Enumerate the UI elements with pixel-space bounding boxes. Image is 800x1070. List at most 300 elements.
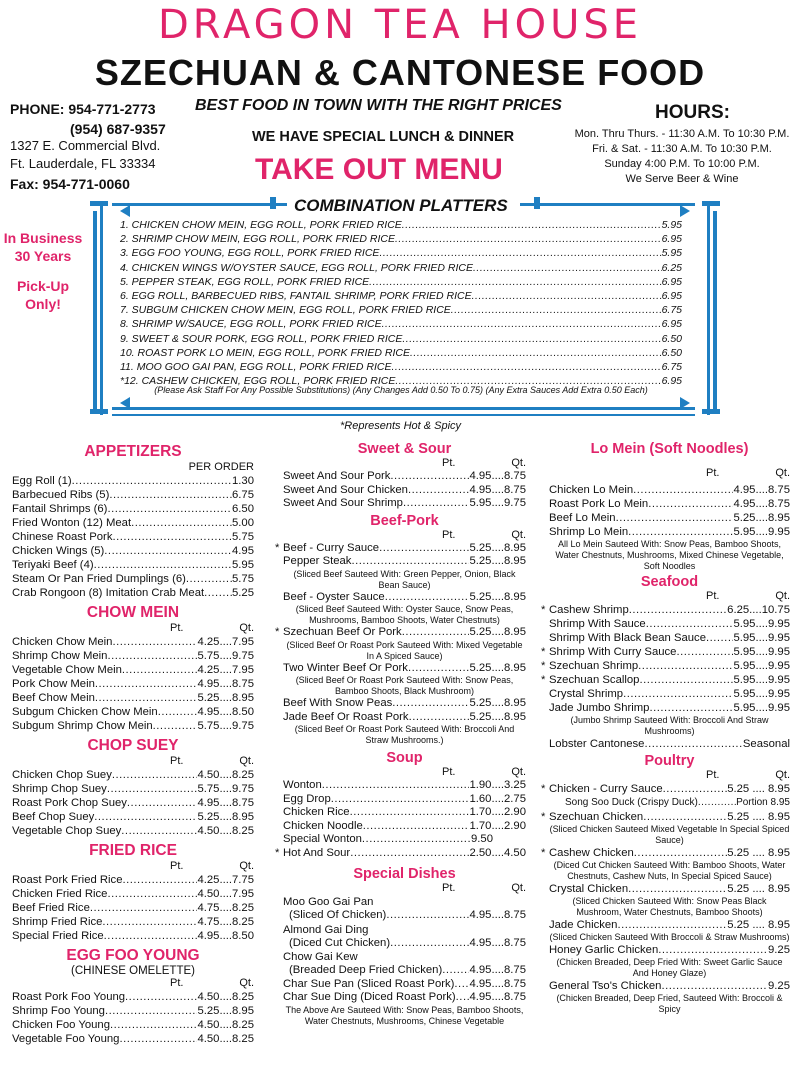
item-price-pint: 4.25 [197,874,220,886]
item-price-pint: 5.95 [733,646,756,658]
leader-dots [350,806,470,820]
item-name: Egg Drop [283,792,331,805]
price-separator: .... [219,888,232,900]
leader-dots [633,483,733,497]
price-separator: .... [491,964,504,976]
leader-dots [186,572,232,586]
price-separator: .... [491,991,504,1003]
price-separator: .... [491,710,504,723]
price-separator: .... [491,483,504,496]
spicy-marker: * [541,783,546,795]
leader-dots [390,937,469,951]
item-name: Lobster Cantonese [549,738,645,750]
leader-dots [382,317,662,331]
leader-dots [649,701,733,715]
item-name: Chicken Chow Mein [12,636,113,648]
leader-dots [369,275,661,289]
item-description: (Sliced Chicken Sauteed With: Snow Peas Black Mushroom, Water Chestnuts, Bamboo Shoots) [572,896,767,917]
combo-item [120,303,682,317]
section-poultry: Poultry [644,753,695,769]
leader-dots [107,649,197,663]
combo-item [120,317,682,331]
hours-line: We Serve Beer & Wine [625,173,739,185]
combo-item-price: 6.75 [661,304,682,317]
item-name: Szechuan Shrimp [549,660,639,672]
menu-title: TAKE OUT MENU [255,153,503,186]
menu-item [12,929,254,943]
price-separator: .... [491,470,504,482]
address-line-2: Ft. Lauderdale, FL 33334 [10,156,156,171]
item-subtitle: (Breaded Deep Fried Chicken) [289,964,443,976]
item-price-quart: 8.25 [232,902,254,914]
price-separator: .... [755,484,768,496]
menu-item [12,488,254,502]
qt-label: Qt. [511,882,526,894]
price-separator: .... [755,674,768,686]
item-name: Chicken Noodle [283,819,363,832]
item-price-pint: 5.95 [733,674,756,686]
right-column [541,441,790,1015]
item-name: Subgum Shrimp Chow Mein [12,720,153,732]
item-name: Beef Lo Mein [549,512,616,524]
item-price-quart: 8.75 [232,678,254,690]
pt-qt-header [12,977,254,990]
item-description: (Chicken Breaded, Deep Fried, Sauteed With: Broccoli & Spicy [556,993,783,1014]
item-price-pint: 4.95 [469,470,492,482]
leader-dots [131,516,232,530]
item-name: General Tso's Chicken [549,980,662,992]
item-price-pint: 5.25 [197,1005,220,1017]
spicy-marker: * [541,646,546,658]
menu-item [549,687,790,701]
qt-label: Qt. [239,860,254,872]
item-price-pint: 4.25 [197,636,220,648]
price-separator: .... [491,541,504,554]
price-separator: .... [491,909,504,921]
pt-label: Pt. [706,467,720,479]
menu-item [12,691,254,705]
menu-item [549,918,790,932]
item-price-quart: 9.95 [768,688,790,700]
leader-dots [385,591,470,605]
leader-dots [628,882,727,896]
menu-item [541,645,790,659]
item-price-quart: 8.75 [768,484,790,496]
item-price-quart: 8.95 [232,811,254,823]
item-price-pint: 4.50 [197,825,220,837]
item-name: Pork Chow Mein [12,678,95,690]
price-separator: .... [755,646,768,658]
item-price-pint: 5.95 [733,632,756,644]
leader-dots [638,659,733,673]
item-price-quart: 8.50 [232,706,254,718]
price-separator: .... [219,650,232,662]
combo-item-name: 2. SHRIMP CHOW MEIN, EGG ROLL, PORK FRIED RICE [120,233,395,246]
item-price-quart: 8.95 [504,710,526,723]
menu-item [12,649,254,663]
item-price-pint: 5.25 [469,555,492,567]
item-name: Subgum Chicken Chow Mein [12,706,158,718]
leader-dots [94,810,197,824]
item-name: Shrimp With Sauce [549,618,646,630]
section-egg-foo-young: EGG FOO YOUNG [66,947,200,964]
leader-dots [403,497,470,511]
combo-title: COMBINATION PLATTERS [290,196,512,216]
pt-qt-header [12,860,254,873]
item-price-pint: 4.95 [197,930,220,942]
leader-dots [634,846,727,860]
item-price-quart: 8.25 [232,825,254,837]
price-separator: .... [219,720,232,732]
leader-dots [644,737,742,751]
item-price-quart: 3.25 [504,779,526,791]
combo-item-name: *12. CASHEW CHICKEN, EGG ROLL, PORK FRIED RICE [120,375,396,388]
qt-label: Qt. [239,977,254,989]
special-banner: WE HAVE SPECIAL LUNCH & DINNER [252,129,515,145]
item-price-quart: 8.75 [768,498,790,510]
item-price-quart: 9.95 [768,702,790,714]
combo-item [120,246,682,260]
item-description: (Sliced Beef Sauteed With: Oyster Sauce, Snow Peas, Mushrooms, Bamboo Shoots, Water Chestnuts) [295,604,514,625]
menu-item-title: Chow Gai Kew [283,951,358,963]
item-name: Jade Beef Or Roast Pork [283,710,409,723]
item-price-pint: 4.50 [197,991,220,1003]
menu-item-title: Moo Goo Gai Pan [283,896,374,908]
item-price-pint: 4.25 [197,664,220,676]
price-separator: .... [219,636,232,648]
menu-item [275,626,526,640]
pickup-line: Pick-Up [16,278,70,294]
item-name: Barbecued Ribs (5) [12,489,110,501]
fax: Fax: 954-771-0060 [10,176,130,192]
item-name: Wonton [283,779,322,791]
menu-item [12,474,254,488]
item-name: Special Fried Rice [12,930,104,942]
item-price-pint: 4.50 [197,769,220,781]
item-name: Shrimp Chow Mein [12,650,108,662]
address-line-1: 1327 E. Commercial Blvd. [10,138,161,153]
menu-item [283,555,526,569]
price-separator: .... [755,688,768,700]
menu-item [549,617,790,631]
menu-item [12,635,254,649]
menu-item-title: Almond Gai Ding [283,923,369,936]
section-sweet-sour: Sweet & Sour [357,441,452,457]
pt-label: Pt. [442,766,456,778]
item-price-pint: 4.95 [197,678,220,690]
menu-item [541,846,790,860]
item-description: (Sliced Beef Or Roast Pork Sauteed With: Snow Peas, Bamboo Shoots, Black Mushroom) [295,675,514,696]
qt-label: Qt. [775,769,790,781]
in-business-badge [2,229,84,265]
leader-dots [127,796,198,810]
item-price: 5.25 .... 8.95 [727,783,790,795]
item-price: 5.25 .... 8.95 [727,883,790,895]
price-separator: .... [219,706,232,718]
item-name: Beef Chow Mein [12,692,95,704]
pt-qt-header [12,755,254,768]
item-name: Shrimp Fried Rice [12,916,103,928]
item-name: Chicken Fried Rice [12,888,108,900]
leader-dots [617,918,727,932]
price-separator: .... [219,769,232,781]
menu-item [275,846,526,861]
item-name: Song Soo Duck (Crispy Duck) [565,797,698,808]
item-price-pint: 4.95 [469,977,492,990]
leader-dots [350,847,469,861]
item-description: (Sliced Chicken Sauteed Mixed Vegetable In Special Spiced Sauce) [549,824,790,845]
leader-dots [392,360,662,374]
menu-item [549,882,790,896]
phone: PHONE: 954-771-2773 [10,101,156,117]
hours-list [568,127,796,187]
item-name: Roast Pork Foo Young [12,991,126,1003]
menu-item [283,964,526,978]
combo-item-price: 6.25 [661,261,682,274]
section-seafood: Seafood [640,574,699,590]
years-line: 30 Years [14,248,72,264]
item-price-quart: 8.25 [232,991,254,1003]
item-price-quart: 9.95 [768,660,790,672]
combo-item-name: 1. CHICKEN CHOW MEIN, EGG ROLL, PORK FRIED RICE [120,219,402,231]
item-name: Jade Jumbo Shrimp [549,702,650,714]
section-beef-pork: Beef-Pork [370,512,439,529]
leader-dots [643,810,727,824]
item-description: (Sliced Beef Or Roast Pork Sauteed With: Broccoli And Straw Mushrooms.) [294,724,515,745]
hours-line: Fri. & Sat. - 11:30 A.M. To 10:30 P.M. [592,143,772,155]
item-price-quart: 7.95 [232,888,254,900]
item-price-quart: 2.90 [504,819,526,832]
leader-dots [95,691,198,705]
menu-item [549,483,790,497]
item-price: 5.25 .... 8.95 [727,811,790,823]
item-name: Vegetable Chow Mein [12,664,122,676]
leader-dots [121,824,197,838]
item-name: Beef With Snow Peas [283,697,393,709]
item-subtitle: (Sliced Of Chicken) [289,909,387,921]
leader-dots [362,833,471,847]
menu-item [12,782,254,796]
item-price-quart: 8.95 [504,626,526,638]
item-description: (Sliced Beef Or Roast Pork Sauteed With: Mixed Vegetable In A Spiced Sauce) [286,639,523,661]
leader-dots [408,484,469,498]
item-price-quart: 8.75 [504,483,526,496]
pt-qt-header [549,590,790,603]
item-price-pint: 5.25 [197,692,220,704]
price-separator: .... [219,664,232,676]
menu-item [283,591,526,605]
price-separator: .... [219,1033,232,1045]
spicy-marker: * [275,846,280,859]
item-description: (Chicken Breaded, Deep Fried With: Sweet Garlic Sauce And Honey Glaze) [556,957,783,978]
leader-dots [104,929,198,943]
item-price-pint: 5.25 [469,590,492,603]
item-name: Cashew Shrimp [549,604,629,616]
pt-label: Pt. [706,769,720,781]
hours-heading: HOURS: [655,102,730,123]
item-price-pint: 4.95 [469,991,492,1003]
price-separator: .... [491,977,504,990]
item-price-quart: 9.95 [768,674,790,686]
leader-dots [107,887,197,901]
spicy-marker: * [275,541,280,554]
menu-item [12,572,254,586]
menu-item [12,719,254,733]
price-separator: .... [491,819,504,832]
item-name: Sweet And Sour Shrimp [283,497,403,509]
item-price-quart: 9.95 [768,526,790,538]
leader-dots [408,662,470,676]
menu-item [12,705,254,719]
price-separator: .... [219,1019,232,1031]
price-separator: .... [219,930,232,942]
price-separator: .... [755,660,768,672]
item-name: Chicken Foo Young [12,1019,110,1031]
menu-item [549,631,790,645]
menu-item [12,873,254,887]
combo-item-price: 6.50 [661,346,682,359]
spicy-marker: * [541,847,546,859]
leader-dots [409,711,470,725]
price-separator: .... [219,902,232,914]
item-name: Honey Garlic Chicken [549,944,659,956]
leader-dots [204,586,232,600]
leader-dots [623,687,733,701]
combo-item-name: 8. SHRIMP W/SAUCE, EGG ROLL, PORK FRIED RICE [120,318,382,331]
item-name: Szechuan Scallop [549,674,640,686]
leader-dots [379,542,469,556]
leader-dots [123,873,198,887]
pt-label: Pt. [170,622,184,634]
leader-dots [616,511,734,525]
leader-dots [451,303,662,317]
menu-item [541,810,790,824]
item-price-quart: 8.25 [232,769,254,781]
item-price-pint: 4.95 [469,964,492,976]
item-name: Pepper Steak [283,555,352,567]
menu-item [283,806,526,820]
price-separator: .... [219,991,232,1003]
qt-label: Qt. [239,622,254,634]
item-name: Sweet And Sour Chicken [283,483,408,496]
item-name: Char Sue Ding (Diced Roast Pork) [283,991,456,1003]
leader-dots [351,555,469,569]
leader-dots [158,705,198,719]
item-name: Vegetable Foo Young [12,1033,120,1045]
pt-label: Pt. [442,457,456,469]
item-price-quart: 8.95 [504,541,526,554]
item-price: 5.25 .... 8.95 [727,847,790,859]
section-chop-suey: CHOP SUEY [87,737,179,754]
price-spacer [493,833,526,847]
menu-item [12,887,254,901]
item-name: Shrimp Foo Young [12,1005,105,1017]
leader-dots [94,558,232,572]
combo-item-name: 11. MOO GOO GAI PAN, EGG ROLL, PORK FRIED RICE [120,360,392,373]
menu-item [283,497,526,511]
leader-dots [639,673,733,687]
leader-dots [472,289,662,303]
item-price-pint: 5.75 [197,720,220,732]
price-separator: .... [755,632,768,644]
price-separator: .... [491,590,504,603]
qt-label: Qt. [511,457,526,469]
hot-spicy-note: *Represents Hot & Spicy [340,420,462,432]
item-name: Shrimp With Black Bean Sauce [549,632,706,644]
item-price-pint: 5.25 [469,697,492,709]
price-separator: .... [491,792,504,805]
price-separator: .... [219,825,232,837]
price-separator: .... [749,604,762,616]
leader-dots [402,218,662,232]
menu-item [12,530,254,544]
price-separator: .... [219,1005,232,1017]
price-separator: .... [491,697,504,709]
item-price: Portion 8.95 [736,797,790,808]
item-price-pint: 4.95 [469,936,492,949]
spicy-marker: * [541,811,546,823]
item-price: 6.50 [232,503,254,515]
item-price-quart: 8.95 [232,1005,254,1017]
price-separator: .... [755,498,768,510]
item-description: (Diced Cut Chicken Sauteed With: Bamboo Shoots, Water Chestnuts, Cashew Nuts, In Special Spiced Sauce) [553,860,786,881]
leader-dots [102,915,197,929]
item-name: Hot And Sour [283,846,351,859]
section-appetizers: APPETIZERS [84,443,182,460]
item-price-quart: 7.95 [232,636,254,648]
menu-item [549,943,790,957]
item-price-quart: 8.25 [232,1019,254,1031]
item-price: 5.25 .... 8.95 [727,919,790,931]
item-price-quart: 9.75 [232,783,254,795]
item-name: Beef Fried Rice [12,902,90,914]
item-price-pint: 1.70 [469,819,492,832]
item-price-quart: 8.95 [504,697,526,709]
price-separator: .... [491,661,504,674]
menu-item [549,525,790,539]
price-separator: .... [219,811,232,823]
item-price-quart: 9.75 [232,720,254,732]
pickup-badge [2,277,84,313]
item-price-pint: 5.95 [733,688,756,700]
leader-dots [90,901,198,915]
menu-item [549,701,790,715]
item-name: Fantail Shrimps (6) [12,503,108,515]
leader-dots [395,232,662,246]
combo-item-name: 3. EGG FOO YOUNG, EGG ROLL, PORK FRIED RICE [120,247,380,260]
item-price: 6.75 [232,489,254,501]
lo-mein-note: All Lo Mein Sauteed With: Snow Peas, Bamboo Shoots, Water Chestnuts, Mushrooms, Mixed Chinese Vegetable, Soft Noodles [555,539,784,571]
hours-line: Mon. Thru Thurs. - 11:30 A.M. To 10:30 P.M. [574,128,790,140]
item-name: Shrimp With Curry Sauce [549,646,677,658]
menu-item [283,978,526,992]
item-name: Crab Rongoon (8) Imitation Crab Meat [12,587,205,599]
leader-dots [648,497,733,511]
item-price: 9.25 [768,944,790,956]
price-separator: .... [491,779,504,791]
item-name: Crystal Shrimp [549,688,624,700]
menu-item [283,711,526,725]
combo-item-name: 5. PEPPER STEAK, EGG ROLL, PORK FRIED RICE [120,275,370,288]
item-price-quart: 8.95 [504,590,526,603]
leader-dots [125,990,197,1004]
item-price: 4.95 [232,545,254,557]
pt-label: Pt. [442,528,456,541]
item-price-quart: 8.75 [504,964,526,976]
leader-dots [95,677,198,691]
combo-item [120,346,682,360]
leader-dots [386,909,469,923]
